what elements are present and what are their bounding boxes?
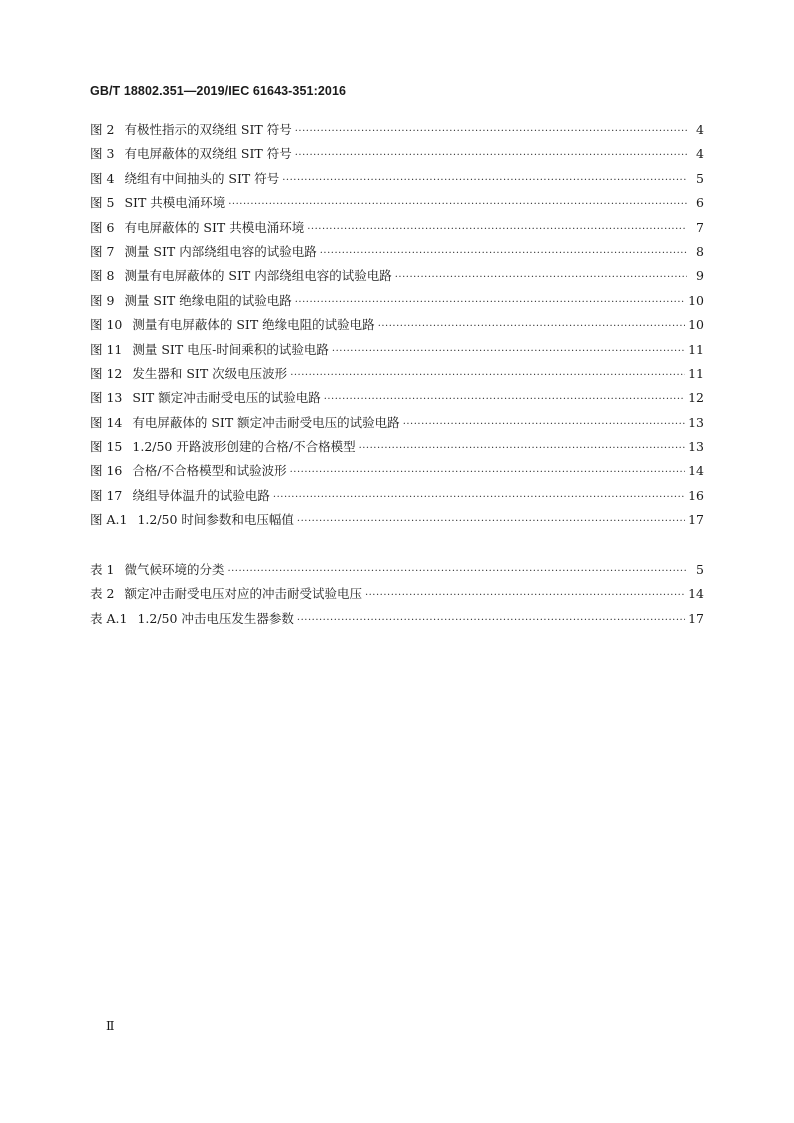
dot-leader	[307, 218, 687, 242]
dot-leader	[290, 364, 685, 388]
entry-number: 图 12	[90, 365, 123, 381]
entry-number: 图 17	[90, 487, 123, 503]
figure-entry[interactable]	[90, 313, 704, 337]
entry-page-number: 14	[688, 463, 704, 479]
entry-number: 图 8	[90, 268, 115, 284]
entry-page-number: 13	[688, 439, 704, 455]
entry-page-number: 9	[696, 268, 704, 284]
entry-number: 表 2	[90, 586, 115, 602]
entry-page-number: 10	[688, 317, 704, 333]
entry-title: 测量有电屏蔽体的 SIT 内部绕组电容的试验电路	[124, 268, 392, 284]
entry-number: 图 14	[90, 414, 123, 430]
entry-title: SIT 共模电涌环境	[124, 195, 226, 211]
figure-entry[interactable]	[90, 264, 704, 288]
figure-list	[90, 118, 704, 533]
entry-page-number: 12	[688, 390, 704, 406]
entry-number: 表 A.1	[90, 610, 128, 626]
figure-entry[interactable]	[90, 289, 704, 313]
figure-entry[interactable]	[90, 459, 704, 483]
entry-number: 图 16	[90, 463, 123, 479]
entry-page-number: 10	[688, 292, 704, 308]
figure-entry[interactable]	[90, 118, 704, 142]
entry-page-number: 11	[688, 365, 704, 381]
entry-title: 测量有电屏蔽体的 SIT 绝缘电阻的试验电路	[132, 317, 375, 333]
table-list	[90, 558, 704, 631]
dot-leader	[395, 266, 687, 290]
dot-leader	[227, 560, 687, 584]
entry-page-number: 8	[696, 243, 704, 259]
entry-title: 1.2/50 开路波形创建的合格/不合格模型	[132, 439, 356, 455]
entry-title: 绕组有中间抽头的 SIT 符号	[124, 170, 280, 186]
entry-page-number: 5	[696, 170, 704, 186]
figure-entry[interactable]	[90, 508, 704, 532]
entry-title: 有极性指示的双绕组 SIT 符号	[124, 122, 292, 137]
entry-page-number: 4	[696, 146, 704, 162]
dot-leader	[378, 315, 685, 339]
dot-leader	[320, 242, 687, 266]
figure-entry[interactable]	[90, 386, 704, 410]
entry-title: 绕组导体温升的试验电路	[132, 487, 270, 503]
figure-entry[interactable]	[90, 216, 704, 240]
dot-leader	[295, 120, 687, 144]
entry-page-number: 7	[696, 219, 704, 235]
entry-title: 额定冲击耐受电压对应的冲击耐受试验电压	[124, 586, 362, 602]
entry-number: 图 6	[90, 219, 115, 235]
entry-page-number: 14	[688, 586, 704, 602]
entry-number: 图 15	[90, 439, 123, 455]
entry-title: 测量 SIT 电压-时间乘积的试验电路	[132, 341, 329, 357]
dot-leader	[403, 413, 685, 437]
entry-title: 有电屏蔽体的 SIT 额定冲击耐受电压的试验电路	[132, 414, 400, 430]
figure-entry[interactable]	[90, 484, 704, 508]
page-number: Ⅱ	[106, 1018, 115, 1033]
entry-title: 测量 SIT 内部绕组电容的试验电路	[124, 243, 317, 259]
figure-entry[interactable]	[90, 338, 704, 362]
dot-leader	[282, 169, 687, 193]
table-entry[interactable]	[90, 582, 704, 606]
dot-leader	[297, 609, 685, 633]
entry-number: 图 4	[90, 170, 115, 186]
entry-title: SIT 额定冲击耐受电压的试验电路	[132, 390, 321, 406]
dot-leader	[332, 340, 685, 364]
dot-leader	[297, 510, 685, 534]
entry-title: 测量 SIT 绝缘电阻的试验电路	[124, 292, 292, 308]
entry-title: 合格/不合格模型和试验波形	[132, 463, 287, 479]
entry-number: 图 9	[90, 292, 115, 308]
entry-page-number: 11	[688, 341, 704, 357]
entry-page-number: 6	[696, 195, 704, 211]
figure-entry[interactable]	[90, 167, 704, 191]
entry-page-number: 17	[688, 512, 704, 528]
entry-number: 图 5	[90, 195, 115, 211]
figure-entry[interactable]	[90, 411, 704, 435]
dot-leader	[273, 486, 685, 510]
figure-entry[interactable]	[90, 240, 704, 264]
entry-number: 图 A.1	[90, 512, 128, 528]
figure-entry[interactable]	[90, 362, 704, 386]
entry-number: 图 11	[90, 341, 123, 357]
entry-number: 图 10	[90, 317, 123, 333]
entry-page-number: 5	[696, 562, 704, 577]
entry-title: 1.2/50 时间参数和电压幅值	[137, 512, 294, 528]
dot-leader	[324, 388, 685, 412]
entry-title: 有电屏蔽体的 SIT 共模电涌环境	[124, 219, 305, 235]
dot-leader	[295, 144, 687, 168]
dot-leader	[365, 584, 685, 608]
table-entry[interactable]	[90, 558, 704, 582]
dot-leader	[295, 291, 685, 315]
entry-number: 表 1	[90, 562, 115, 577]
entry-number: 图 3	[90, 146, 115, 162]
entry-number: 图 2	[90, 122, 115, 137]
standard-code-header: GB/T 18802.351—2019/IEC 61643-351:2016	[90, 84, 347, 98]
table-entry[interactable]	[90, 607, 704, 631]
entry-title: 发生器和 SIT 次级电压波形	[132, 365, 288, 381]
figure-entry[interactable]	[90, 435, 704, 459]
dot-leader	[359, 437, 686, 461]
entry-page-number: 4	[696, 122, 704, 137]
entry-title: 1.2/50 冲击电压发生器参数	[137, 610, 294, 626]
entry-page-number: 16	[688, 487, 704, 503]
entry-number: 图 7	[90, 243, 115, 259]
entry-title: 有电屏蔽体的双绕组 SIT 符号	[124, 146, 292, 162]
entry-page-number: 13	[688, 414, 704, 430]
dot-leader	[290, 461, 685, 485]
entry-number: 图 13	[90, 390, 123, 406]
dot-leader	[228, 193, 687, 217]
entry-page-number: 17	[688, 610, 704, 626]
figure-entry[interactable]	[90, 142, 704, 166]
entry-title: 微气候环境的分类	[124, 562, 225, 577]
figure-entry[interactable]	[90, 191, 704, 215]
